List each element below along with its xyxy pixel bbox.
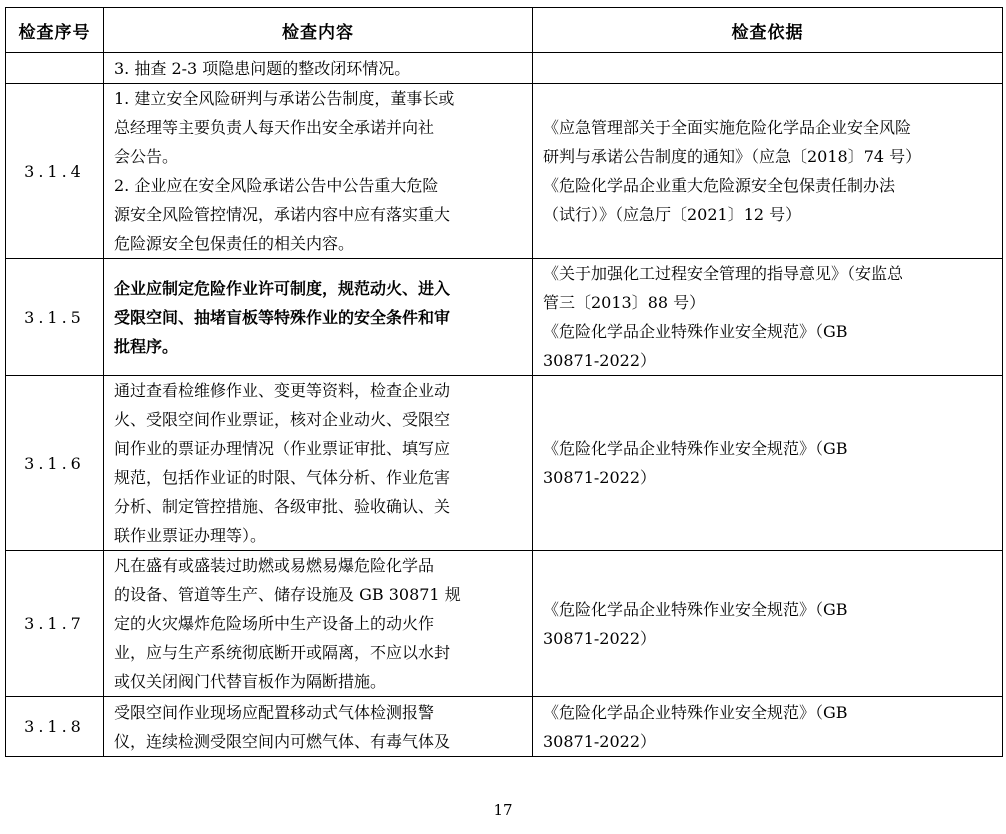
content-line: 火、受限空间作业票证，核对企业动火、受限空	[114, 410, 451, 429]
item-number: 3.1.4	[6, 84, 104, 259]
content-line: 的设备、管道等生产、储存设施及 GB 30871 规	[114, 585, 461, 604]
content-line: 通过查看检维修作业、变更等资料，检查企业动	[114, 381, 451, 400]
basis-line: 《应急管理部关于全面实施危险化学品企业安全风险	[543, 118, 912, 137]
content-line: 分析、制定管控措施、各级审批、验收确认、关	[114, 497, 451, 516]
header-content: 检查内容	[104, 8, 533, 53]
content-line: 3. 抽查 2-3 项隐患问题的整改闭环情况。	[114, 58, 411, 78]
basis-line: 《危险化学品企业特殊作业安全规范》（GB	[543, 439, 848, 458]
content-line: 总经理等主要负责人每天作出安全承诺并向社	[114, 118, 435, 137]
content-line: 1. 建立安全风险研判与承诺公告制度，董事长或	[114, 89, 455, 108]
content-line: 规范，包括作业证的时限、气体分析、作业危害	[114, 468, 451, 487]
basis-line: 30871-2022）	[543, 731, 657, 751]
table-row	[6, 376, 1003, 551]
basis-line: 《危险化学品企业特殊作业安全规范》（GB	[543, 322, 848, 341]
item-number: 3.1.5	[6, 259, 104, 376]
content-line: 间作业的票证办理情况（作业票证审批、填写应	[114, 439, 451, 458]
table-row	[6, 84, 1003, 259]
table-header-row	[6, 8, 1003, 53]
table-row	[6, 259, 1003, 376]
page-number: 17	[493, 801, 513, 819]
basis-line: 研判与承诺公告制度的通知》（应急〔2018〕74 号）	[543, 147, 922, 166]
item-basis	[533, 259, 1003, 376]
item-content	[104, 697, 533, 757]
content-line: 危险源安全包保责任的相关内容。	[114, 234, 355, 253]
item-content	[104, 53, 533, 84]
item-number	[6, 53, 104, 84]
content-line: 定的火灾爆炸危险场所中生产设备上的动火作	[114, 614, 435, 633]
content-line: 仪，连续检测受限空间内可燃气体、有毒气体及	[114, 731, 451, 751]
table-row	[6, 697, 1003, 757]
basis-line: 《危险化学品企业特殊作业安全规范》（GB	[543, 702, 848, 722]
content-line: 业，应与生产系统彻底断开或隔离，不应以水封	[114, 643, 451, 662]
basis-line: 《危险化学品企业重大危险源安全包保责任制办法	[543, 176, 896, 195]
content-line: 会公告。	[114, 147, 179, 166]
basis-line: 《关于加强化工过程安全管理的指导意见》（安监总	[543, 264, 904, 283]
basis-line: 《危险化学品企业特殊作业安全规范》（GB	[543, 599, 848, 619]
header-basis: 检查依据	[533, 8, 1003, 53]
basis-line: 30871-2022）	[543, 628, 657, 648]
header-item-number: 检查序号	[6, 8, 104, 53]
item-number: 3.1.8	[6, 697, 104, 757]
table-row	[6, 551, 1003, 697]
basis-line: 管三〔2013〕88 号）	[543, 293, 706, 312]
item-content	[104, 551, 533, 697]
basis-line: 30871-2022）	[543, 351, 657, 370]
item-basis	[533, 697, 1003, 757]
content-line: 批程序。	[114, 336, 179, 356]
inspection-table	[5, 7, 1003, 757]
item-number: 3.1.6	[6, 376, 104, 551]
content-line: 凡在盛有或盛装过助燃或易燃易爆危险化学品	[114, 556, 435, 575]
item-content	[104, 259, 533, 376]
table-row	[6, 53, 1003, 84]
item-basis	[533, 376, 1003, 551]
content-line: 受限空间、抽堵盲板等特殊作业的安全条件和审	[114, 307, 451, 327]
content-line: 企业应制定危险作业许可制度，规范动火、进入	[114, 278, 451, 298]
content-line: 或仅关闭阀门代替盲板作为隔断措施。	[114, 672, 387, 691]
item-basis	[533, 551, 1003, 697]
item-number: 3.1.7	[6, 551, 104, 697]
item-basis	[533, 84, 1003, 259]
item-content	[104, 84, 533, 259]
content-line: 源安全风险管控情况，承诺内容中应有落实重大	[114, 205, 451, 224]
item-content	[104, 376, 533, 551]
basis-line: （试行）》（应急厅〔2021〕12 号）	[543, 205, 802, 224]
basis-line: 30871-2022）	[543, 468, 657, 487]
item-basis	[533, 53, 1003, 84]
content-line: 受限空间作业现场应配置移动式气体检测报警	[114, 702, 435, 722]
content-line: 2. 企业应在安全风险承诺公告中公告重大危险	[114, 176, 439, 195]
content-line: 联作业票证办理等）。	[114, 526, 267, 545]
